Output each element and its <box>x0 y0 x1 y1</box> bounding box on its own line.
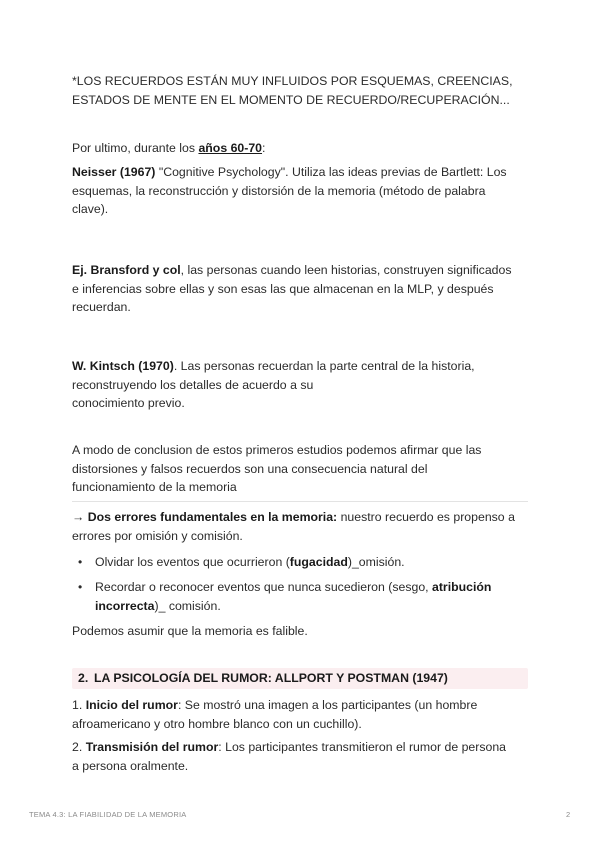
transmision-paragraph <box>72 738 528 775</box>
section-title: LA PSICOLOGÍA DEL RUMOR: ALLPORT Y POSTMAN (1947) <box>94 671 448 685</box>
bullet-text: )_omisión. <box>347 555 405 569</box>
transmision-num: 2. <box>72 740 86 754</box>
bullet-icon: • <box>78 555 83 569</box>
por-ultimo-paragraph <box>72 139 528 158</box>
errores-title: Dos errores fundamentales en la memoria: <box>87 510 338 524</box>
bransford-line: e inferencias sobre ellas y son esas las que almacenan en la MLP, y después <box>72 281 494 296</box>
transmision-title: Transmisión del rumor <box>85 740 219 754</box>
kintsch-paragraph <box>72 357 528 413</box>
bullet-bold: atribución <box>432 580 492 594</box>
falible-text: Podemos asumir que la memoria es falible. <box>72 624 308 638</box>
inicio-text: : Se mostró una imagen a los participantes (un hombre <box>177 698 478 712</box>
bullet-item-omision <box>95 553 528 572</box>
errores-text: nuestro recuerdo es propenso a <box>337 510 515 524</box>
neisser-line: clave). <box>72 202 109 216</box>
section-heading <box>72 668 528 689</box>
bransford-line: recuerdan. <box>72 300 131 314</box>
bullet-text: Olvidar los eventos que ocurrieron ( <box>95 555 290 569</box>
neisser-name: Neisser (1967) <box>72 165 156 179</box>
inicio-line: afroamericano y otro hombre blanco con un cuchillo). <box>72 716 362 731</box>
bransford-name: Ej. Bransford y col <box>72 263 181 277</box>
conclusion-paragraph <box>72 441 528 497</box>
conclusion-line: funcionamiento de la memoria <box>72 480 237 494</box>
neisser-paragraph <box>72 163 528 219</box>
bullet-bold: fugacidad <box>289 555 348 569</box>
errores-paragraph <box>72 508 528 545</box>
kintsch-name: W. Kintsch (1970) <box>72 359 174 373</box>
footer-title: TEMA 4.3: LA FIABILIDAD DE LA MEMORIA <box>29 810 187 819</box>
conclusion-line: A modo de conclusion de estos primeros estudios podemos afirmar que las <box>72 443 482 457</box>
falible-paragraph <box>72 622 528 641</box>
bransford-text: , las personas cuando leen historias, construyen significados <box>180 263 512 277</box>
conclusion-line: distorsiones y falsos recuerdos son una consecuencia natural del <box>72 461 428 476</box>
inicio-paragraph <box>72 696 528 733</box>
transmision-text: : Los participantes transmitieron el rumor de persona <box>218 740 507 754</box>
kintsch-line: conocimiento previo. <box>72 396 185 410</box>
inicio-num: 1. <box>72 698 86 712</box>
bullet-item-comision <box>95 578 528 615</box>
years-highlight: años 60-70 <box>198 141 263 155</box>
kintsch-text: . Las personas recuerdan la parte central de la historia, <box>173 359 475 373</box>
footer-page-number: 2 <box>566 810 571 819</box>
intro-line: *LOS RECUERDOS ESTÁN MUY INFLUIDOS POR ESQUEMAS, CREENCIAS, <box>72 74 513 88</box>
bullet-text: )_ comisión. <box>154 598 221 613</box>
neisser-text: "Cognitive Psychology". Utiliza las ideas previas de Bartlett: Los <box>155 165 507 179</box>
neisser-line: esquemas, la reconstrucción y distorsión de la memoria (método de palabra <box>72 183 486 198</box>
transmision-line: a persona oralmente. <box>72 758 189 773</box>
kintsch-line: reconstruyendo los detalles de acuerdo a su <box>72 377 314 392</box>
por-ultimo-suffix: : <box>262 141 266 155</box>
intro-paragraph <box>72 72 528 109</box>
section-number: 2. <box>78 671 89 685</box>
bullet-text: Recordar o reconocer eventos que nunca sucedieron (sesgo, <box>95 580 432 594</box>
bullet-bold: incorrecta <box>95 598 155 613</box>
divider <box>72 501 528 502</box>
inicio-title: Inicio del rumor <box>85 698 178 712</box>
intro-line: ESTADOS DE MENTE EN EL MOMENTO DE RECUERDO/RECUPERACIÓN... <box>72 92 510 107</box>
errores-line: errores por omisión y comisión. <box>72 528 243 543</box>
arrow-icon: → <box>72 510 88 524</box>
por-ultimo-prefix: Por ultimo, durante los <box>72 141 199 155</box>
bullet-icon: • <box>78 580 83 594</box>
bransford-paragraph <box>72 261 528 317</box>
